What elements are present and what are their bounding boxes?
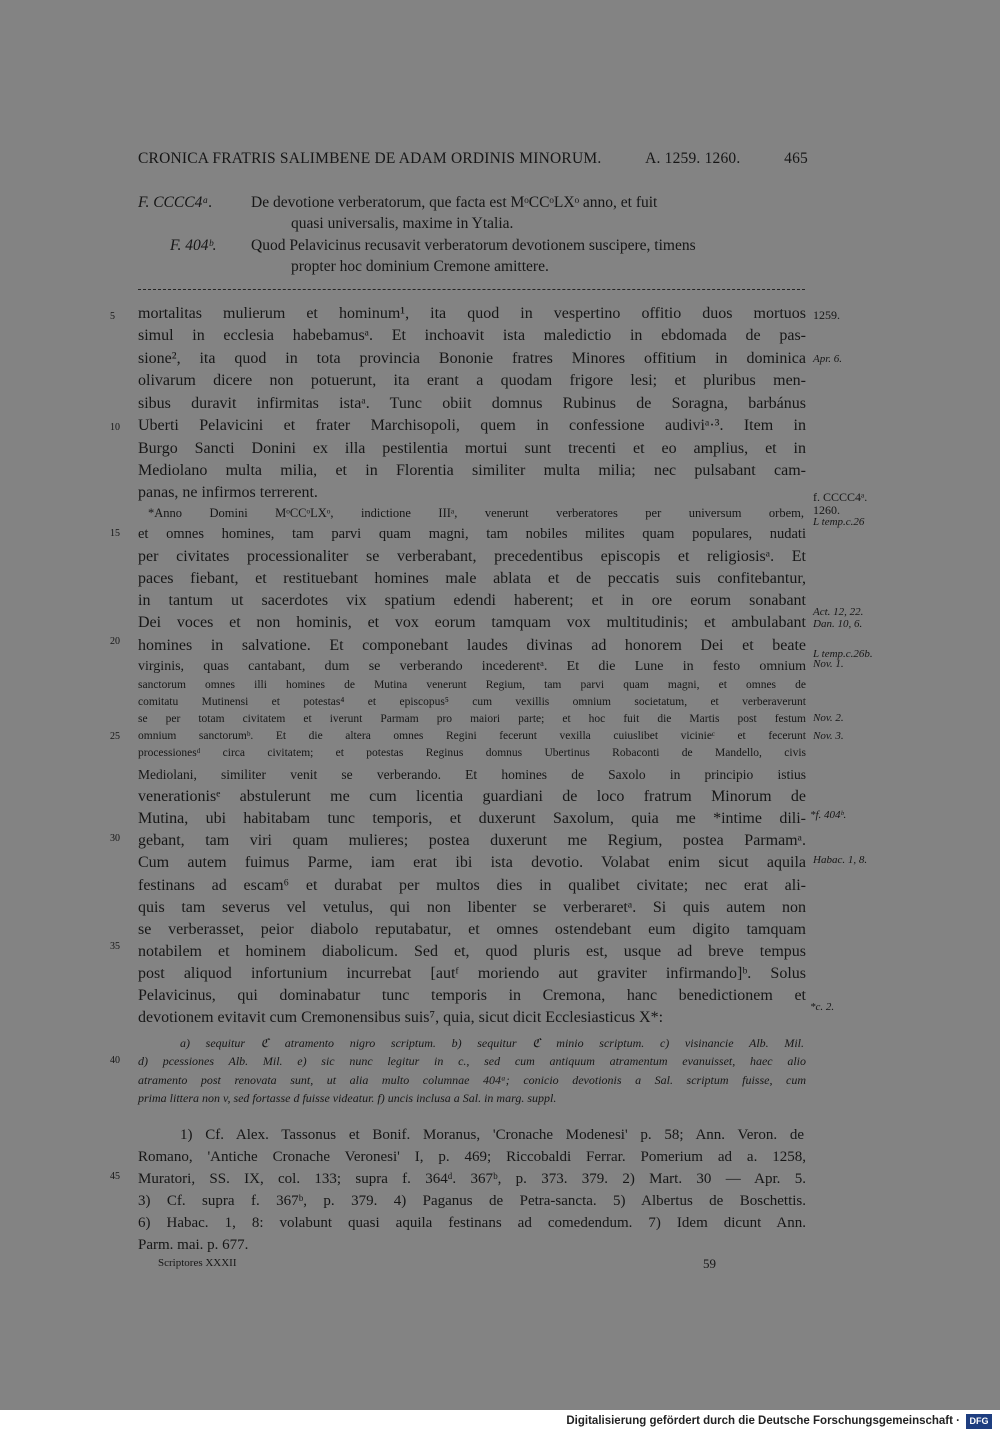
margin-note: 1260. [813, 503, 840, 517]
rubric-line: Quod Pelavicinus recusavit verberatorum devotionem suscipere, timens [251, 237, 696, 254]
margin-note: Dan. 10, 6. [813, 618, 863, 630]
margin-note: Habac. 1, 8. [813, 854, 868, 866]
rubric-text [251, 235, 808, 277]
textual-note: d) pcessiones Alb. Mil. e) sic nunc legitur in c., sed cum antiquum atramentum evanuisset, haec alio [138, 1054, 806, 1068]
separator-rule [138, 289, 805, 290]
text-line: in tantum ut sacerdotes vix spatium edendi haberent; et in ore eorum sonabant [138, 592, 806, 609]
text-line: *Anno Domini MᵒCCᵒLXᵒ, indictione IIIᵃ, venerunt verberatores per universum orbem, [148, 506, 804, 520]
text-line: Dei voces et non hominis, et vox eorum tamquam vox multitudinis; et ambulabant [138, 614, 806, 631]
text-line: Cum autem fuimus Parme, iam erat ibi ista devotio. Volabat enim sicut aquila [138, 854, 806, 871]
margin-note: L temp.c.26b. [813, 648, 873, 660]
text-line: comitatu Mutinensi et potestas⁴ et episcopus⁵ cum vexillis omnium societatum, et verberaverunt [138, 696, 806, 708]
margin-note: Apr. 6. [813, 353, 843, 365]
running-header [138, 150, 808, 168]
text-line: et omnes homines, tam parvi quam magni, tam nobiles milites quam populares, nudati [138, 526, 806, 542]
margin-note: Act. 12, 22. [813, 606, 864, 618]
line-number: 15 [110, 528, 120, 539]
series-label: Scriptores XXXII [158, 1257, 237, 1269]
textual-note: prima littera non v, sed fortasse d fuisse videatur. f) uncis inclusa a Sal. in marg. suppl. [138, 1091, 557, 1105]
margin-note: Nov. 2. [813, 712, 844, 724]
rubric-line-cont: propter hoc dominium Cremone amittere. [291, 258, 549, 275]
footnote-line: 3) Cf. supra f. 367ᵇ, p. 379. 4) Paganus de Petra-sancta. 5) Albertus de Boschettis. [138, 1193, 806, 1209]
sheet-number: 59 [703, 1256, 716, 1271]
line-number: 5 [110, 311, 115, 322]
text-line: sione², ita quod in tota provincia Bononie fratres Minores offitium in dominica [138, 350, 806, 367]
line-number: 10 [110, 422, 120, 433]
margin-note: Nov. 1. [813, 658, 844, 670]
line-number: 40 [110, 1055, 120, 1066]
text-line: Pelavicinus, qui dominabatur tunc temporis in Cremona, hanc benedictionem et [138, 987, 806, 1004]
text-line: festinans ad escam⁶ et durabat per multos dies in qualibet civitate; nec erat ali- [138, 877, 806, 894]
line-number: 20 [110, 636, 120, 647]
header-years: A. 1259. 1260. [645, 150, 741, 167]
credit-bar [0, 1410, 1000, 1434]
text-line: sanctorum omnes illi homines de Mutina venerunt Regium, tam parvi quam magni, et omnes de [138, 679, 806, 691]
header-page-number: 465 [784, 150, 808, 167]
margin-note: L temp.c.26 [813, 516, 865, 528]
text-line: Mutina, ubi habitabam tunc temporis, et duxerunt Saxolum, quia me *intime dili- [138, 810, 806, 827]
text-line: sibus duravit infirmitas istaᵃ. Tunc obiit domnus Rubinus de Soragna, barbánus [138, 395, 806, 412]
footnote-line: 1) Cf. Alex. Tassonus et Bonif. Moranus, 'Cronache Modenesi' p. 58; Ann. Veron. de [180, 1127, 804, 1143]
footnote-line: 6) Habac. 1, 8: volabunt quasi aquila festinans ad comedendum. 7) Idem dicunt Ann. [138, 1215, 806, 1231]
margin-note: *f. 404ᵇ. [810, 809, 847, 821]
text-line: olivarum dicere non potuerunt, ita erant a quodam frigore lesi; et pluribus men- [138, 372, 806, 389]
rubric-2 [138, 235, 808, 277]
rubric-text [251, 192, 808, 234]
line-number: 45 [110, 1171, 120, 1182]
text-line: Burgo Sancti Donini ex illa pestilentia mortui sunt trecenti et eo amplius, et in [138, 440, 806, 457]
text-line: Mediolani, similiter venit se verberando. Et homines de Saxolo in principio istius [138, 767, 806, 782]
text-line: panas, ne infirmos terrerent. [138, 484, 318, 501]
text-line: simul in ecclesia habebamusᵃ. Et inchoavit ista maledictio in ebdomada de pas- [138, 327, 806, 344]
text-line: mortalitas mulierum et hominum¹, ita quod in vespertino offitio duos mortuos [138, 305, 806, 322]
rubric-1 [138, 192, 808, 234]
line-number: 35 [110, 941, 120, 952]
rubric-ref: F. CCCC4ᵃ. [138, 194, 213, 211]
margin-note: *c. 2. [810, 1001, 835, 1013]
text-line: post aliquod infortunium incurrebat [autᶠ moriendo aut graviter infirmando]ᵇ. Solus [138, 965, 806, 982]
margin-note: Nov. 3. [813, 730, 844, 742]
text-line: devotionem evitavit cum Cremonensibus suis⁷, quia, sicut dicit Ecclesiasticus X*: [138, 1009, 664, 1026]
text-line: notabilem et hominem diabolicum. Sed et, quod pluris est, usque ad breve tempus [138, 943, 806, 960]
textual-note: a) sequitur ℭ atramento nigro scriptum. b) sequitur ℭ minio scriptum. c) visinancie Alb. Mil. [180, 1036, 804, 1050]
text-line: virginis, quas cantabant, dum se verberando incederentᵃ. Et die Lune in festo omnium [138, 659, 806, 674]
margin-note: 1259. [813, 308, 840, 322]
rubric-line: De devotione verberatorum, que facta est MᵒCCᵒLXᵒ anno, et fuit [251, 194, 658, 211]
rubric-ref: F. 404ᵇ. [170, 237, 217, 254]
rubric-line-cont: quasi universalis, maxime in Ytalia. [291, 215, 514, 232]
text-line: venerationisᵉ abstulerunt me cum licentia guardiani de loco fratrum Minorum de [138, 788, 806, 805]
header-title: CRONICA FRATRIS SALIMBENE DE ADAM ORDINIS MINORUM. [138, 150, 602, 167]
text-line: Mediolano multa milia, et in Florentia similiter multa milia; nec pulsabant cam- [138, 462, 806, 479]
footnote-line: Muratori, SS. IX, col. 133; supra f. 364ᵈ. 367ᵇ, p. 373. 379. 2) Mart. 30 — Apr. 5. [138, 1171, 806, 1187]
text-line: se verberasset, peior diabolo reputabatur, et omnes ostendebant eum digito tamquam [138, 921, 806, 938]
text-line: Uberti Pelavicini et frater Marchisopoli, quem in confessione audiviᵃ·³. Item in [138, 417, 806, 434]
text-line: quis tam severus vel vetulus, qui non libenter se verberaretᵃ. Si quis autem non [138, 899, 806, 916]
dfg-logo: DFG [966, 1414, 992, 1429]
textual-note: atramento post renovata sunt, ut alia multo columnae 404ᵃ; conicio devotionis a Sal. scriptum fuisse, cum [138, 1073, 806, 1087]
text-line: omnium sanctorumᵇ. Et die altera omnes Regini fecerunt vexilla cuiuslibet vicinieᶜ et fecerunt [138, 730, 806, 742]
text-line: per civitates processionaliter se verberabant, precedentibus episcopis et religiosisᵃ. Et [138, 548, 806, 565]
line-number: 25 [110, 731, 120, 742]
text-line: homines in salvatione. Et componebant laudes divinas ad honorem Dei et beate [138, 637, 806, 654]
text-line: se per totam civitatem et iverunt Parmam pro maiori parte; et hoc fuit die Martis post festum [138, 713, 806, 725]
text-line: paces fiebant, et restituebant homines male ablata et de peccatis suis confitebantur, [138, 570, 806, 587]
footnote-line: Romano, 'Antiche Cronache Veronesi' I, p. 469; Riccobaldi Ferrar. Pomerium ad a. 1258, [138, 1149, 806, 1165]
line-number: 30 [110, 833, 120, 844]
margin-note: f. CCCC4ᵃ. [813, 490, 868, 504]
footnote-line: Parm. mai. p. 677. [138, 1237, 249, 1253]
text-line: processionesᵈ circa civitatem; et potestas Reginus domnus Ubertinus Robaconti de Mandello, civis [138, 747, 806, 759]
credit-text: Digitalisierung gefördert durch die Deutsche Forschungsgemeinschaft · [566, 1415, 960, 1427]
text-line: gebant, tam viri quam mulieres; postea duxerunt me Regium, postea Parmamᵃ. [138, 832, 806, 849]
